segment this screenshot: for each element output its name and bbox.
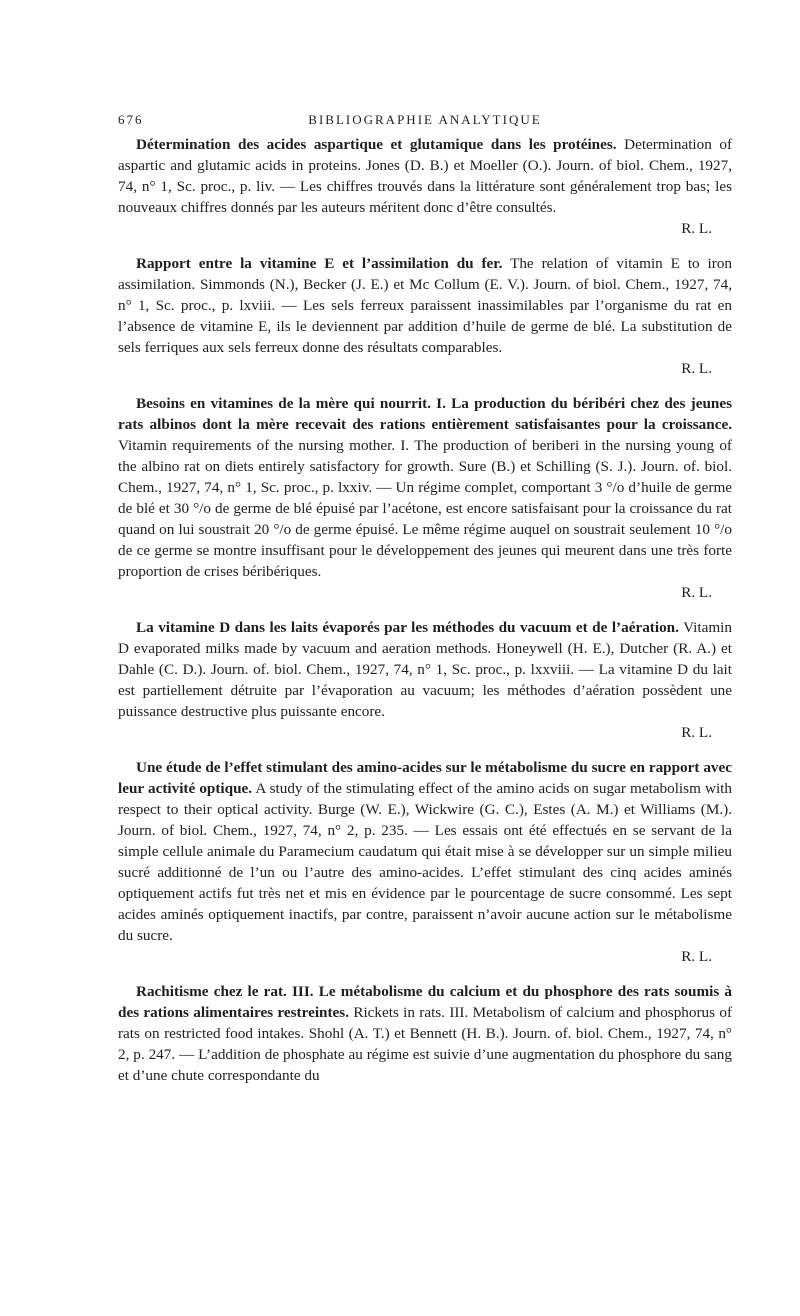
entry-text: [118, 253, 732, 358]
entry-initials: R. L.: [681, 584, 712, 601]
entry-initials: R. L.: [681, 360, 712, 377]
entry-title: Rapport entre la vitamine E et l’assimilation du fer.: [136, 255, 503, 272]
entry-text: [118, 134, 732, 218]
entry-body: Vitamin requirements of the nursing mother. I. The production of beriberi in the nursing young of the albino rat on diets entirely satisfactory for growth. Sure (B.) et Schilling (S. J.). Journ. of. biol. Chem., 1927, 74, n° 1, Sc. proc., p. lxxiv. — Un régime complet, comportant 3 °/o d’huile de germe de blé et 30 °/o de germe de blé épuisé par l’acétone, est encore satisfaisant pour la croissance du rat quand on lui soustrait 20 °/o de germe épuisé. Le même régime auquel on soustrait seulement 10 °/o de ce germe se montre insuffisant pour le développement des jeunes qui meurent dans une très forte proportion de crises béribériques.: [118, 437, 732, 580]
running-head: [118, 112, 732, 134]
page-number: 676: [118, 112, 144, 127]
entry: [118, 617, 732, 743]
entry: [118, 757, 732, 967]
page: [118, 112, 732, 1100]
entry-title: Besoins en vitamines de la mère qui nourrit. I. La production du béribéri chez des jeunes rats albinos dont la mère recevait des rations entièrement satisfaisantes pour la croissance.: [118, 395, 732, 433]
entry: [118, 981, 732, 1086]
entry-body: A study of the stimulating effect of the amino acids on sugar metabolism with respect to their optical activity. Burge (W. E.), Wickwire (G. C.), Estes (A. M.) et Williams (M.). Journ. of biol. Chem., 1927, 74, n° 2, p. 235. — Les essais ont été effectués en se servant de la simple cellule animale du Paramecium caudatum qui était mise à se développer sur un simple milieu sucré additionné de l’un ou l’autre des amino-acides. L’effet stimulant des cinq acides aminés optiquement actifs fut très net et mis en évidence par le pourcentage de sucre consommé. Les sept acides aminés optiquement inactifs, par contre, paraissent n’avoir aucune action sur le métabolisme du sucre.: [118, 780, 732, 944]
entry-title: Rachitisme chez le rat. III. Le métabolisme du calcium et du phosphore des rats soumis à des rations alimentaires restreintes.: [118, 983, 732, 1021]
entry-text: [118, 757, 732, 946]
entry-text: [118, 393, 732, 582]
entry-body: Rickets in rats. III. Metabolism of calcium and phosphorus of rats on restricted food intakes. Shohl (A. T.) et Bennett (H. B.). Journ. of. biol. Chem., 1927, 74, n° 2, p. 247. — L’addition de phosphate au régime est suivie d’une augmentation du phosphore du sang et d’une chute correspondante du: [118, 1004, 733, 1084]
entry-initials: R. L.: [681, 948, 712, 965]
entry-initials: R. L.: [681, 724, 712, 741]
entry: [118, 134, 732, 239]
running-title: BIBLIOGRAPHIE ANALYTIQUE: [308, 112, 542, 127]
entry-body: The relation of vitamin E to iron assimilation. Simmonds (N.), Becker (J. E.) et Mc Collum (E. V.). Journ. of biol. Chem., 1927, 74, n° 1, Sc. proc., p. lxviii. — Les sels ferreux paraissent inassimilables par l’organisme du rat en l’absence de vitamine E, ils le deviennent par addition d’huile de germe de blé. La substitution de sels ferriques aux sels ferreux donne des résultats comparables.: [118, 255, 733, 356]
entry-text: [118, 981, 732, 1086]
entry-title: Détermination des acides aspartique et glutamique dans les protéines.: [136, 136, 617, 153]
entry-body: Vitamin D evaporated milks made by vacuum and aeration methods. Honeywell (H. E.), Dutcher (R. A.) et Dahle (C. D.). Journ. of. biol. Chem., 1927, 74, n° 1, Sc. proc., p. lxxviii. — La vitamine D du lait est partiellement détruite par l’évaporation au vacuum; les méthodes d’aération possèdent une puissance destructive plus puissante encore.: [118, 619, 732, 720]
entry-text: [118, 617, 732, 722]
entry-title: Une étude de l’effet stimulant des amino-acides sur le métabolisme du sucre en rapport avec leur activité optique.: [118, 759, 732, 797]
entry: [118, 253, 732, 379]
entry-initials: R. L.: [681, 220, 712, 237]
entry-body: Determination of aspartic and glutamic acids in proteins. Jones (D. B.) et Moeller (O.). Journ. of biol. Chem., 1927, 74, n° 1, Sc. proc., p. liv. — Les chiffres trouvés dans la littérature sont généralement trop bas; les nouveaux chiffres donnés par les auteurs méritent donc d’être consultés.: [118, 136, 733, 216]
entry-title: La vitamine D dans les laits évaporés par les méthodes du vacuum et de l’aération.: [136, 619, 679, 636]
entry: [118, 393, 732, 603]
